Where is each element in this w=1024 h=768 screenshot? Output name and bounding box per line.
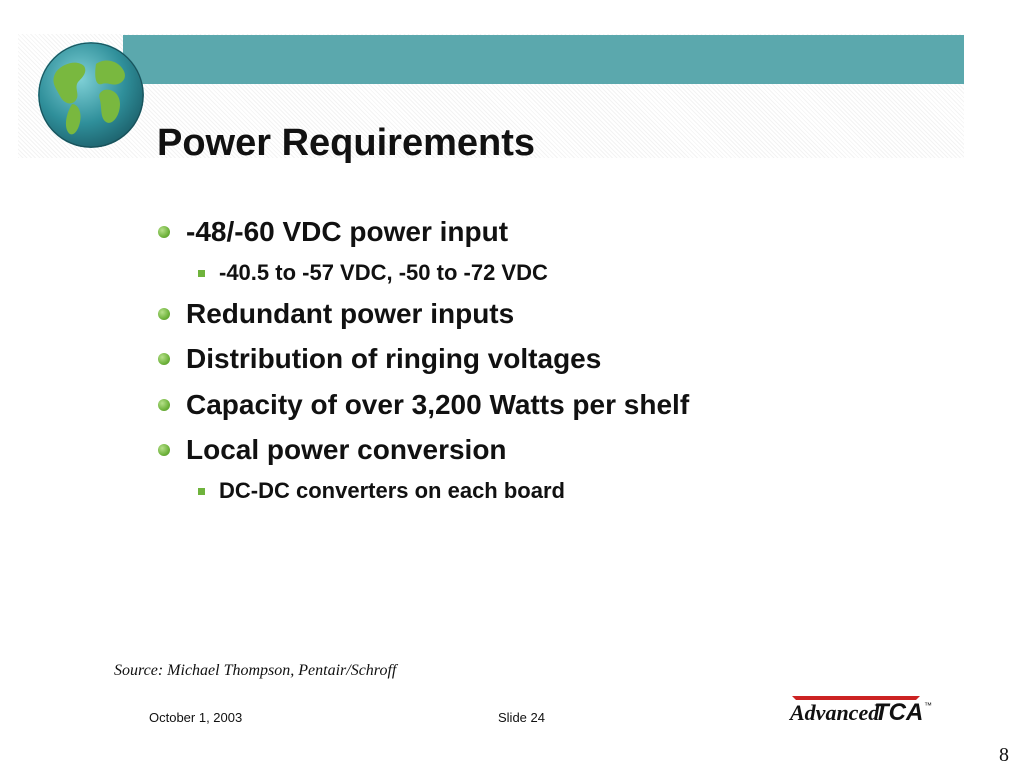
bullet-text: Redundant power inputs — [186, 298, 515, 329]
svg-text:Advanced: Advanced — [790, 700, 880, 725]
bullet-text: -48/-60 VDC power input — [186, 216, 509, 247]
svg-text:™: ™ — [924, 701, 932, 710]
source-citation: Source: Michael Thompson, Pentair/Schroff — [114, 662, 397, 679]
bullet-item — [158, 389, 689, 421]
bullet-text: Distribution of ringing voltages — [186, 343, 602, 374]
bullet-item — [158, 434, 507, 466]
slide-title: Power Requirements — [157, 122, 535, 164]
svg-text:TCA: TCA — [874, 699, 924, 726]
bullet-dot-icon — [158, 444, 170, 456]
bullet-item — [158, 298, 514, 330]
bullet-text: Local power conversion — [186, 434, 507, 465]
sub-bullet-item — [198, 478, 565, 504]
sub-bullet-item — [198, 260, 548, 286]
footer-date: October 1, 2003 — [149, 710, 243, 725]
footer-slide-number: Slide 24 — [498, 710, 545, 725]
sub-bullet-text: DC-DC converters on each board — [219, 478, 565, 503]
page-number: 8 — [999, 744, 1009, 766]
advancedtca-logo — [788, 690, 940, 726]
bullet-dot-icon — [158, 353, 170, 365]
bullet-dot-icon — [158, 399, 170, 411]
bullet-dot-icon — [158, 308, 170, 320]
bullet-text: Capacity of over 3,200 Watts per shelf — [186, 389, 690, 420]
bullet-item — [158, 343, 601, 375]
bullet-item — [158, 216, 508, 248]
sub-bullet-square-icon — [198, 488, 205, 495]
sub-bullet-square-icon — [198, 270, 205, 277]
sub-bullet-text: -40.5 to -57 VDC, -50 to -72 VDC — [219, 260, 548, 285]
bullet-dot-icon — [158, 226, 170, 238]
